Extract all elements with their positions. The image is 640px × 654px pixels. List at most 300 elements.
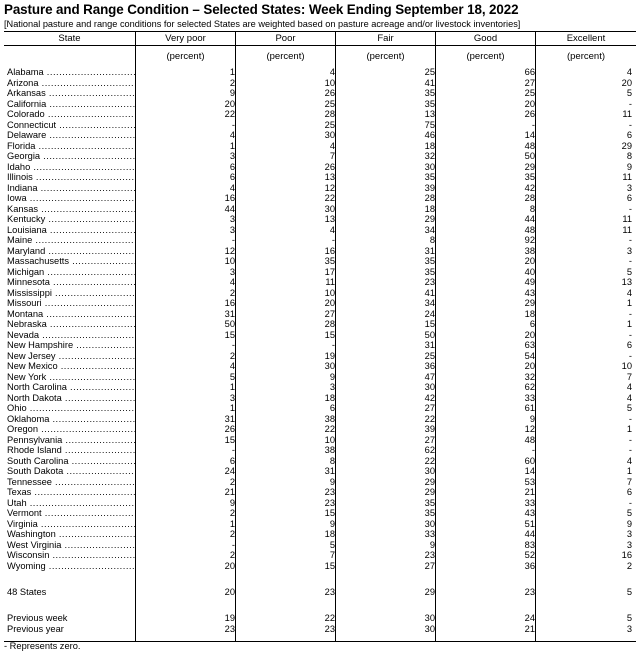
cell-value: 4 [626,455,632,466]
cell-value: 48 [524,434,535,445]
cell-value: 30 [324,361,335,371]
cell-value: 15 [324,329,335,340]
table-row [4,78,636,89]
cell-value: 29 [424,476,435,487]
cell-value: 1 [229,518,235,529]
cell-value: 23 [524,587,535,597]
footnote: - Represents zero. [4,641,81,651]
cell-value: 35 [324,256,335,266]
state-name: Previous year [7,623,64,634]
table-row [4,319,636,330]
table-row [4,550,636,561]
cell-value: 21 [224,487,235,497]
cell-value: 5 [626,587,632,597]
state-name: Utah ..... [7,498,135,509]
cell-value: 23 [424,550,435,560]
cell-value: 18 [324,529,335,539]
table-row [4,351,636,362]
report-title: Pasture and Range Condition – Selected States: Week Ending September 18, 2022 [4,2,519,17]
cell-value: 7 [329,550,335,560]
cell-value: 7 [626,371,632,382]
state-name: Rhode Island ..... [7,445,135,456]
cell-value: 16 [224,298,235,308]
unit-label: (percent) [166,51,205,62]
cell-value: - [231,119,235,130]
state-name: Nebraska ..... [7,319,135,330]
cell-value: 1 [229,382,235,392]
cell-value: - [628,497,632,508]
cell-value: 27 [424,403,435,413]
unit-label: (percent) [266,51,305,62]
cell-value: 4 [329,140,335,151]
table-row [4,561,636,572]
state-name: New York ..... [7,372,135,383]
cell-value: 31 [224,308,235,319]
cell-value: 25 [324,119,335,130]
cell-value: 28 [524,193,535,203]
cell-value: 23 [324,623,335,634]
table-row [4,109,636,120]
cell-value: 22 [424,455,435,466]
cell-value: 25 [324,98,335,109]
cell-value: 31 [424,245,435,256]
cell-value: 15 [324,508,335,518]
cell-value: 4 [626,67,632,77]
header-state: State [58,33,81,44]
cell-value: 7 [329,151,335,161]
state-name: New Hampshire ..... [7,340,135,351]
table-row [4,330,636,341]
cell-value: - [628,235,632,245]
cell-value: 2 [229,77,235,88]
cell-value: 5 [626,613,632,623]
table-row [4,235,636,246]
cell-value: - [331,235,335,245]
cell-value: - [628,434,632,445]
cell-value: 1 [626,466,632,476]
cell-value: 22 [224,109,235,119]
cell-value: 1 [229,140,235,151]
cell-value: 20 [224,587,235,597]
cell-value: 4 [626,392,632,403]
state-name: Kentucky ..... [7,214,135,225]
cell-value: 75 [424,119,435,130]
table-row [4,67,636,78]
cell-value: 36 [524,560,535,571]
cell-value: 33 [424,529,435,539]
cell-value: 10 [324,287,335,298]
table-row [4,487,636,498]
cell-value: 9 [329,476,335,487]
state-name: Previous week [7,613,68,623]
table-row [4,309,636,320]
cell-value: - [231,539,235,550]
cell-value: 41 [424,77,435,88]
cell-value: 23 [224,623,235,634]
state-name: Michigan ..... [7,267,135,278]
cell-value: 30 [424,382,435,392]
cell-value: 26 [324,88,335,98]
cell-value: 62 [424,445,435,455]
report-subtitle: [National pasture and range conditions for selected States are weighted based on pasture acreage and/or livestock inventories] [4,19,521,29]
header-fair: Fair [377,33,394,44]
cell-value: 9 [626,161,632,172]
table-row [4,540,636,551]
cell-value: 38 [524,245,535,256]
cell-value: 29 [424,487,435,497]
cell-value: 39 [424,424,435,434]
cell-value: 18 [524,308,535,319]
cell-value: 2 [229,508,235,518]
cell-value: 48 [524,140,535,151]
state-name: Mississippi ..... [7,288,135,299]
cell-value: 35 [424,508,435,518]
cell-value: 9 [229,497,235,508]
summary-row [4,587,636,598]
state-name: New Jersey ..... [7,351,135,362]
cell-value: 11 [622,214,632,224]
table-row [4,288,636,299]
state-name: Georgia ..... [7,151,135,162]
cell-value: 1 [229,403,235,413]
cell-value: 11 [325,277,335,287]
cell-value: 5 [626,88,632,98]
cell-value: - [628,98,632,109]
cell-value: 27 [424,434,435,445]
cell-value: 43 [524,287,535,298]
cell-value: 3 [626,623,632,634]
cell-value: 7 [626,476,632,487]
cell-value: 29 [424,214,435,224]
table-row [4,162,636,173]
cell-value: - [628,329,632,340]
cell-value: 1 [229,67,235,77]
cell-value: 27 [424,560,435,571]
cell-value: 36 [424,361,435,371]
cell-value: 3 [626,245,632,256]
table-row [4,403,636,414]
cell-value: 12 [224,245,235,256]
summary-row [4,613,636,624]
cell-value: 38 [324,445,335,455]
cell-value: 3 [626,529,632,539]
cell-value: 83 [524,539,535,550]
cell-value: 30 [424,466,435,476]
cell-value: - [231,445,235,455]
state-name: California ..... [7,99,135,110]
cell-value: 26 [524,109,535,119]
cell-value: 44 [224,203,235,214]
cell-value: 20 [324,298,335,308]
cell-value: 8 [429,235,435,245]
cell-value: 22 [324,424,335,434]
table-row [4,393,636,404]
cell-value: 10 [324,77,335,88]
table-row [4,424,636,435]
cell-value: 29 [524,161,535,172]
cell-value: 10 [324,434,335,445]
cell-value: 6 [626,487,632,497]
cell-value: 2 [229,350,235,361]
cell-value: 35 [424,172,435,182]
state-name: Maryland ..... [7,246,135,257]
state-name: Florida ..... [7,141,135,152]
state-name: Wisconsin ..... [7,550,135,561]
table-row [4,99,636,110]
cell-value: 6 [329,403,335,413]
unit-label: (percent) [366,51,405,62]
state-name: Arkansas ..... [7,88,135,99]
cell-value: 16 [621,550,632,560]
state-name: North Carolina ..... [7,382,135,393]
cell-value: 23 [424,277,435,287]
state-name: North Dakota ..... [7,393,135,404]
cell-value: 23 [324,487,335,497]
table-row [4,529,636,540]
cell-value: 15 [224,434,235,445]
cell-value: 22 [424,413,435,424]
cell-value: 17 [324,266,335,277]
state-name: Maine ..... [7,235,135,246]
table-row [4,225,636,236]
cell-value: 20 [224,98,235,109]
state-name: South Dakota ..... [7,466,135,477]
cell-value: 2 [626,560,632,571]
cell-value: 43 [524,508,535,518]
cell-value: 14 [524,466,535,476]
table-row [4,267,636,278]
cell-value: 6 [229,455,235,466]
cell-value: 15 [324,560,335,571]
cell-value: 23 [324,497,335,508]
state-name: Vermont ..... [7,508,135,519]
cell-value: 11 [622,224,632,235]
cell-value: 50 [224,319,235,329]
state-name: Iowa ..... [7,193,135,204]
cell-value: 4 [229,361,235,371]
cell-value: 29 [524,298,535,308]
cell-value: 30 [424,613,435,623]
cell-value: 3 [329,382,335,392]
cell-value: 6 [626,193,632,203]
cell-value: 5 [329,539,335,550]
cell-value: 8 [626,151,632,161]
cell-value: 35 [424,98,435,109]
cell-value: 21 [524,623,535,634]
cell-value: 62 [524,382,535,392]
cell-value: - [628,308,632,319]
cell-value: 22 [324,613,335,623]
state-name: Massachusetts ..... [7,256,135,267]
cell-value: 28 [324,109,335,119]
cell-value: - [628,350,632,361]
table-row [4,130,636,141]
state-name: Louisiana ..... [7,225,135,236]
table-row [4,414,636,425]
cell-value: - [231,340,235,350]
state-name: Kansas ..... [7,204,135,215]
cell-value: 35 [424,88,435,98]
cell-value: 40 [524,266,535,277]
header-very-poor: Very poor [165,33,206,44]
cell-value: 28 [324,319,335,329]
table-row [4,256,636,267]
cell-value: 9 [626,518,632,529]
table-row [4,382,636,393]
cell-value: 19 [224,613,235,623]
table-row [4,214,636,225]
state-name: Nevada ..... [7,330,135,341]
cell-value: 44 [524,529,535,539]
cell-value: 39 [424,182,435,193]
table-row [4,141,636,152]
table-row [4,340,636,351]
cell-value: 29 [621,140,632,151]
state-name: Ohio ..... [7,403,135,414]
table-row [4,298,636,309]
state-name: Arizona ..... [7,78,135,89]
cell-value: 13 [324,214,335,224]
cell-value: 4 [329,224,335,235]
cell-value: 20 [524,256,535,266]
cell-value: 6 [626,340,632,350]
cell-value: 23 [324,587,335,597]
cell-value: 49 [524,277,535,287]
cell-value: 3 [626,539,632,550]
cell-value: 3 [229,214,235,224]
cell-value: - [628,203,632,214]
cell-value: 5 [626,403,632,413]
state-name: 48 States [7,587,47,597]
state-name: Delaware ..... [7,130,135,141]
table-row [4,246,636,257]
unit-label: (percent) [566,51,605,62]
cell-value: - [231,235,235,245]
cell-value: 2 [229,287,235,298]
table-row [4,445,636,456]
summary-row [4,624,636,635]
cell-value: 52 [524,550,535,560]
table-row [4,151,636,162]
state-name: Oregon ..... [7,424,135,435]
cell-value: 32 [524,371,535,382]
state-name: Wyoming ..... [7,561,135,572]
table-row [4,456,636,467]
cell-value: 28 [424,193,435,203]
state-name: Idaho ..... [7,162,135,173]
header-divider [4,45,636,46]
state-name: Colorado ..... [7,109,135,120]
cell-value: 42 [424,392,435,403]
cell-value: 19 [324,350,335,361]
cell-value: 10 [224,256,235,266]
table-row [4,498,636,509]
cell-value: 13 [324,172,335,182]
cell-value: 4 [626,382,632,392]
cell-value: 60 [524,455,535,466]
state-name: Connecticut ..... [7,120,135,131]
cell-value: 21 [524,487,535,497]
state-name: South Carolina ..... [7,456,135,467]
cell-value: 30 [424,161,435,172]
cell-value: 9 [229,88,235,98]
cell-value: 34 [424,224,435,235]
state-name: New Mexico ..... [7,361,135,372]
cell-value: 8 [529,203,535,214]
cell-value: 32 [424,151,435,161]
cell-value: 3 [229,224,235,235]
cell-value: 42 [524,182,535,193]
cell-value: 27 [324,308,335,319]
cell-value: 4 [229,277,235,287]
state-name: Alabama ..... [7,67,135,78]
cell-value: 66 [524,67,535,77]
cell-value: 11 [622,172,632,182]
cell-value: 31 [224,413,235,424]
cell-value: 34 [424,298,435,308]
cell-value: 2 [229,476,235,487]
cell-value: 6 [529,319,535,329]
cell-value: 33 [524,497,535,508]
cell-value: 24 [424,308,435,319]
cell-value: 61 [524,403,535,413]
table-row [4,477,636,488]
cell-value: 1 [626,298,632,308]
cell-value: 27 [524,77,535,88]
cell-value: 20 [224,560,235,571]
header-good: Good [473,33,498,44]
cell-value: 3 [229,392,235,403]
cell-value: 9 [529,413,535,424]
cell-value: 24 [224,466,235,476]
cell-value: 38 [324,413,335,424]
cell-value: 9 [429,539,435,550]
cell-value: 2 [229,529,235,539]
cell-value: 31 [324,466,335,476]
cell-value: 6 [626,130,632,140]
cell-value: 35 [424,256,435,266]
cell-value: 9 [329,371,335,382]
cell-value: 29 [424,587,435,597]
cell-value: 31 [424,340,435,350]
cell-value: 30 [424,623,435,634]
cell-value: 53 [524,476,535,487]
cell-value: - [331,340,335,350]
cell-value: 12 [524,424,535,434]
state-name: Tennessee ..... [7,477,135,488]
cell-value: 26 [224,424,235,434]
state-name: Missouri ..... [7,298,135,309]
cell-value: 92 [524,235,535,245]
cell-value: 50 [424,329,435,340]
cell-value: 3 [229,266,235,277]
cell-value: 1 [626,424,632,434]
cell-value: 33 [524,392,535,403]
cell-value: 5 [626,266,632,277]
condition-table [4,31,636,642]
cell-value: 48 [524,224,535,235]
cell-value: 44 [524,214,535,224]
cell-value: 6 [229,172,235,182]
cell-value: 16 [224,193,235,203]
cell-value: 6 [229,161,235,172]
state-name: Minnesota ..... [7,277,135,288]
cell-value: 4 [626,287,632,298]
cell-value: 35 [424,497,435,508]
cell-value: 22 [324,193,335,203]
cell-value: 3 [626,182,632,193]
table-row [4,372,636,383]
